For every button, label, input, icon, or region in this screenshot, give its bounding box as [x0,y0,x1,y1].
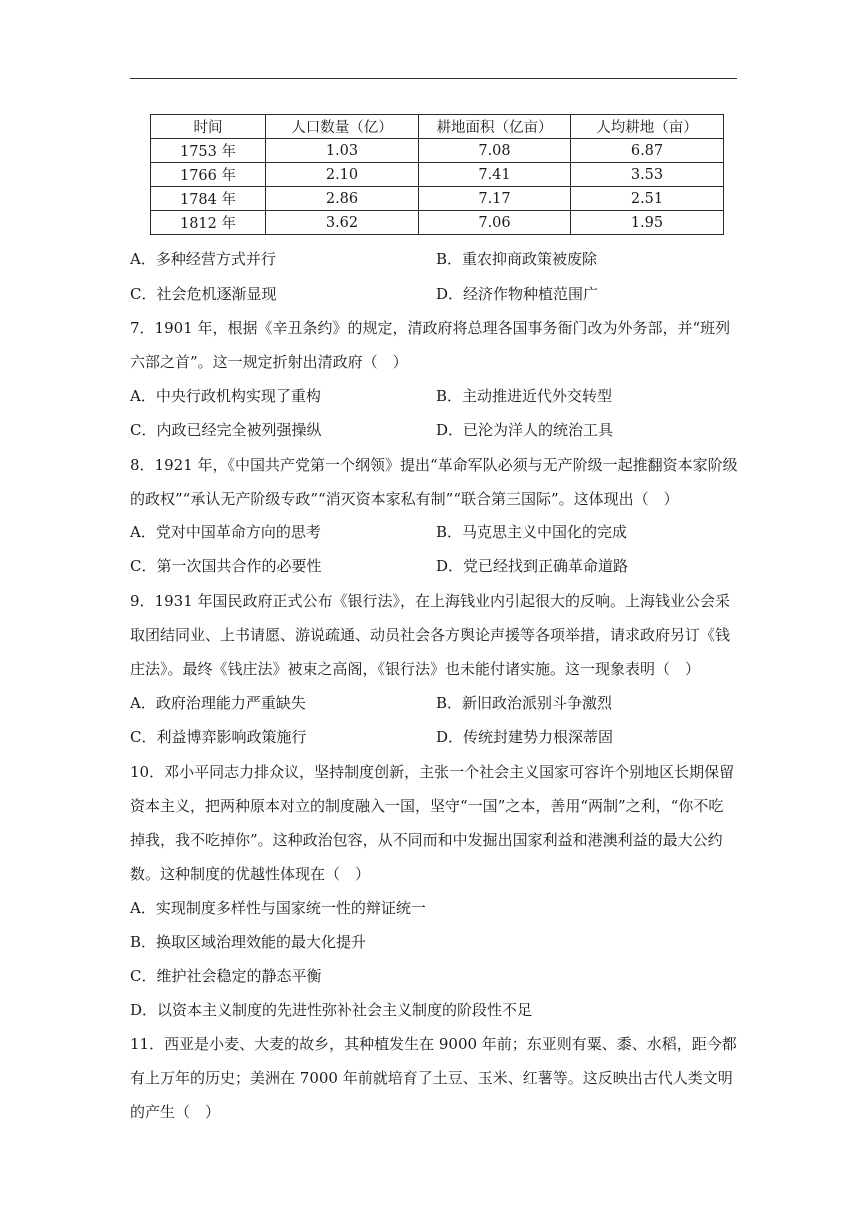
q11-stem-line: 11．西亚是小麦、大麦的故乡，其种植发生在 9000 年前；东亚则有粟、黍、水稻，距今都 [130,1035,737,1053]
q10-option-d: D．以资本主义制度的先进性弥补社会主义制度的阶段性不足 [130,1001,533,1019]
q9-option-c: C．利益博弈影响政策施行 [130,728,307,746]
table-row [151,187,724,211]
table-cell: 3.62 [266,211,419,235]
table-row [151,163,724,187]
q9-stem-line: 取团结同业、上书请愿、游说疏通、动员社会各方舆论声援等各项举措，请求政府另订《钱 [130,626,731,644]
q6-option-c: C．社会危机逐渐显现 [130,285,277,303]
header-rule [130,78,737,79]
population-farmland-table [150,114,724,235]
q7-option-b: B．主动推进近代外交转型 [436,387,613,405]
q8-stem-line: 的政权”“承认无产阶级专政”“消灭资本家私有制”“联合第三国际”。这体现出（ ） [130,490,679,508]
table-cell: 1753 年 [151,139,266,163]
q6-option-a: A．多种经营方式并行 [130,250,276,268]
q10-stem-line: 掉我，我不吃掉你”。这种政治包容，从不同而和中发掘出国家利益和港澳利益的最大公约 [130,831,723,849]
q8-option-a: A．党对中国革命方向的思考 [130,523,321,541]
table-row [151,211,724,235]
table-header-cell: 人口数量（亿） [266,115,419,139]
table-cell: 2.86 [266,187,419,211]
table-cell: 2.10 [266,163,419,187]
table-cell: 1812 年 [151,211,266,235]
table-header-cell: 耕地面积（亿亩） [419,115,571,139]
table-header-row [151,115,724,139]
q10-stem-line: 资本主义，把两种原本对立的制度融入一国，坚守“一国”之本，善用“两制”之利，“你不吃 [130,797,724,815]
q6-option-b: B．重农抑商政策被废除 [436,250,598,268]
q7-option-a: A．中央行政机构实现了重构 [130,387,321,405]
q10-stem-line: 数。这种制度的优越性体现在（ ） [130,865,371,883]
q11-stem-line: 有上万年的历史；美洲在 7000 年前就培育了土豆、玉米、红薯等。这反映出古代人类文明 [130,1069,733,1087]
q8-option-b: B．马克思主义中国化的完成 [436,523,628,541]
table-row [151,139,724,163]
table-cell: 2.51 [571,187,724,211]
q7-stem-line: 六部之首”。这一规定折射出清政府（ ） [130,353,408,371]
table-cell: 3.53 [571,163,724,187]
q11-stem-line: 的产生（ ） [130,1103,221,1121]
q7-option-c: C．内政已经完全被列强操纵 [130,421,322,439]
q8-option-c: C．第一次国共合作的必要性 [130,557,322,575]
q10-stem-line: 10．邓小平同志力排众议，坚持制度创新，主张一个社会主义国家可容许个别地区长期保留 [130,763,735,781]
table-header-cell: 时间 [151,115,266,139]
table-cell: 7.08 [419,139,571,163]
q9-option-d: D．传统封建势力根深蒂固 [436,728,614,746]
table-header-cell: 人均耕地（亩） [571,115,724,139]
table-cell: 7.17 [419,187,571,211]
q9-stem-line: 庄法》。最终《钱庄法》被束之高阁，《银行法》也未能付诸实施。这一现象表明（ ） [130,660,701,678]
q9-option-b: B．新旧政治派别斗争激烈 [436,694,613,712]
q10-option-c: C．维护社会稳定的静态平衡 [130,967,322,985]
q8-option-d: D．党已经找到正确革命道路 [436,557,629,575]
q7-option-d: D．已沦为洋人的统治工具 [436,421,614,439]
table-cell: 7.41 [419,163,571,187]
table-cell: 1766 年 [151,163,266,187]
q7-stem-line: 7．1901 年，根据《辛丑条约》的规定，清政府将总理各国事务衙门改为外务部，并“班列 [130,319,731,337]
q8-stem-line: 8．1921 年，《中国共产党第一个纲领》提出“革命军队必须与无产阶级一起推翻资本家阶级 [130,456,738,474]
q9-stem-line: 9．1931 年国民政府正式公布《银行法》，在上海钱业内引起很大的反响。上海钱业公会采 [130,592,730,610]
q9-option-a: A．政府治理能力严重缺失 [130,694,306,712]
q10-option-b: B．换取区域治理效能的最大化提升 [130,933,367,951]
table-cell: 1.03 [266,139,419,163]
table-cell: 1.95 [571,211,724,235]
table-cell: 1784 年 [151,187,266,211]
table-cell: 6.87 [571,139,724,163]
table-cell: 7.06 [419,211,571,235]
q6-option-d: D．经济作物种植范围广 [436,285,599,303]
q10-option-a: A．实现制度多样性与国家统一性的辩证统一 [130,899,426,917]
